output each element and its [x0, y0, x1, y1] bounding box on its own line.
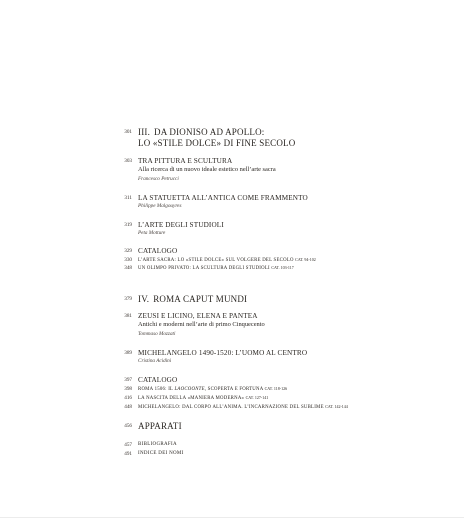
- page-number: 381: [124, 313, 132, 319]
- catalog-entry-text: UN OLIMPO PRIVATO: LA SCULTURA DEGLI STUDIOLI CAT. 103-117: [138, 265, 294, 271]
- entry-author: Peta Motture: [138, 230, 166, 236]
- part-roman: IV.: [138, 294, 150, 304]
- catalog-title: CATALOGO: [138, 376, 178, 384]
- catalog-entry-text: ROMA 1506: IL LAOCOONTE, SCOPERTA E FORTUNA CAT. 118-126: [138, 386, 288, 392]
- entry-title: MICHELANGELO 1490-1520: L’UOMO AL CENTRO: [138, 349, 308, 357]
- entry-author: Francesco Petrucci: [138, 176, 179, 182]
- page-number: 397: [124, 377, 132, 383]
- page-number: 379: [124, 296, 132, 302]
- page-number: 319: [124, 222, 132, 228]
- page-number: 398: [124, 386, 132, 392]
- part-title-line2: LO «STILE DOLCE» DI FINE SECOLO: [138, 138, 296, 148]
- catalog-ref: CAT. 127-141: [245, 395, 269, 400]
- page-number: 491: [124, 451, 132, 457]
- page-number: 311: [124, 195, 132, 201]
- page-number: 389: [124, 350, 132, 356]
- part-heading: [138, 294, 247, 304]
- page-number: 448: [124, 404, 132, 410]
- catalog-ref: CAT. 142-144: [325, 404, 348, 409]
- entry-title: ZEUSI E LICINO, ELENA E PANTEA: [138, 312, 258, 320]
- entry-author: Philippe Malgouyres: [138, 203, 182, 209]
- page-number: 330: [124, 257, 132, 263]
- part-title-line1: DA DIONISO AD APOLLO:: [154, 127, 265, 137]
- section-heading: APPARATI: [138, 421, 182, 431]
- page-number: 301: [124, 129, 132, 135]
- apparati-entry-text: INDICE DEI NOMI: [138, 451, 184, 456]
- entry-author: Tommaso Mozzati: [138, 331, 176, 337]
- entry-subtitle: Alla ricerca di un nuovo ideale estetico nell’arte sacra: [138, 166, 276, 173]
- page-number: 416: [124, 395, 132, 401]
- page-number: 456: [124, 423, 132, 429]
- page-number: 457: [124, 442, 132, 448]
- page-number: 303: [124, 158, 132, 164]
- part-heading: [138, 127, 265, 137]
- part-roman: III.: [138, 127, 151, 137]
- entry-title: L’ARTE DEGLI STUDIOLI: [138, 221, 224, 229]
- page-edge-divider: [0, 517, 464, 518]
- part-title-line1: ROMA CAPUT MUNDI: [153, 294, 248, 304]
- catalog-entry-text: L’ARTE SACRA: LO «STILE DOLCE» SUL VOLGERE DEL SECOLO CAT. 94-102: [138, 257, 316, 263]
- catalog-ref: CAT. 118-126: [264, 386, 288, 391]
- entry-title: LA STATUETTA ALL’ANTICA COME FRAMMENTO: [138, 194, 308, 202]
- page-number: 348: [124, 265, 132, 271]
- entry-author: Cristina Acidini: [138, 358, 172, 364]
- catalog-ref: CAT. 94-102: [295, 257, 316, 262]
- entry-subtitle: Antichi e moderni nell’arte di primo Cinquecento: [138, 321, 265, 328]
- catalog-entry-text: LA NASCITA DELLA «MANIERA MODERNA» CAT. 127-141: [138, 395, 269, 401]
- page-number: 329: [124, 248, 132, 254]
- catalog-ref: CAT. 103-117: [271, 265, 294, 270]
- apparati-entry-text: BIBLIOGRAFIA: [138, 442, 177, 447]
- catalog-entry-text: MICHELANGELO: DAL CORPO ALL’ANIMA. L’INCARNAZIONE DEL SUBLIME CAT. 142-144: [138, 404, 348, 410]
- catalog-title: CATALOGO: [138, 247, 178, 255]
- entry-title: TRA PITTURA E SCULTURA: [138, 157, 233, 165]
